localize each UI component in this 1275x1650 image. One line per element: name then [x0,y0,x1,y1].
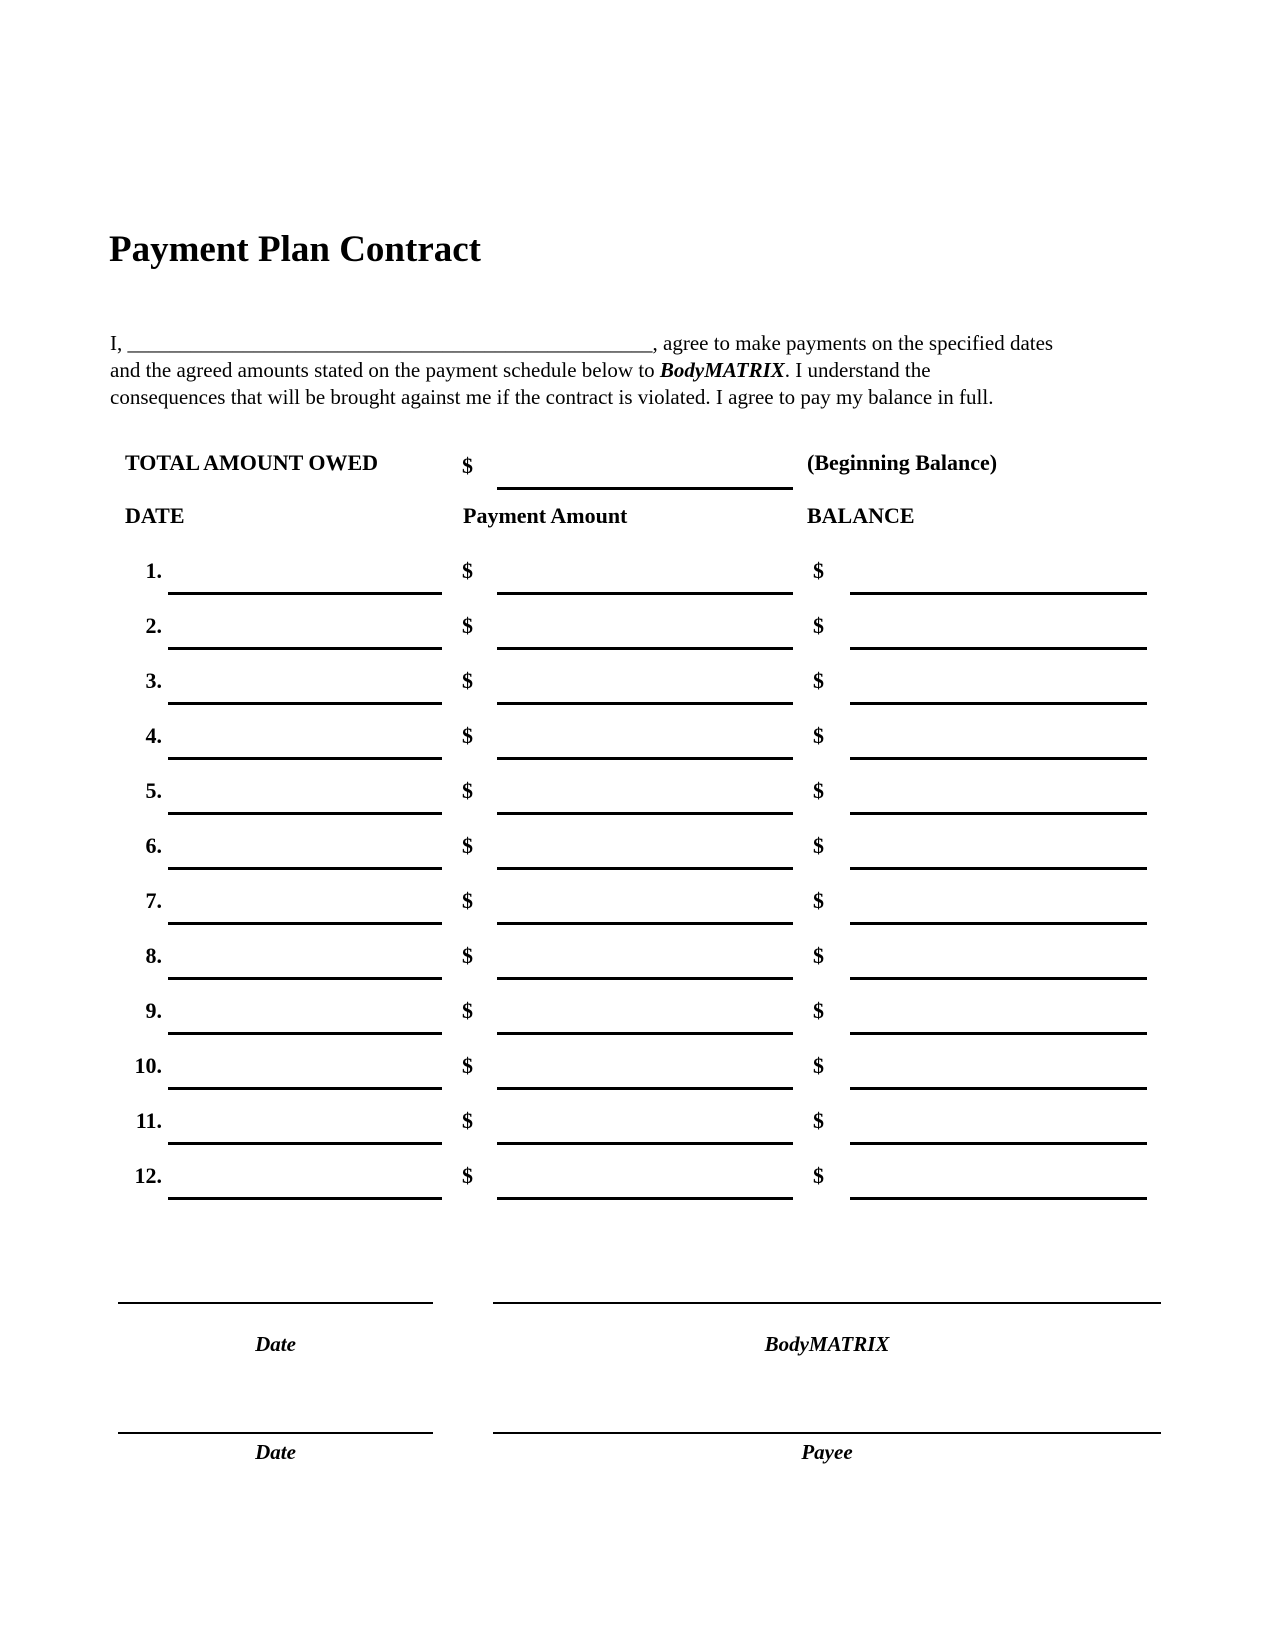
payment-amount-header: Payment Amount [463,503,628,528]
balance-blank [850,592,1147,595]
balance-blank [850,812,1147,815]
payment-blank [497,702,793,705]
payment-blank [497,757,793,760]
payment-blank [497,922,793,925]
balance-blank [850,867,1147,870]
payment-dollar-sign: $ [462,558,473,583]
balance-dollar-sign: $ [813,833,824,858]
total-owed-label: TOTAL AMOUNT OWED [125,450,379,475]
intro-line2-suffix: . I understand the [784,358,931,382]
date-blank [168,702,442,705]
row-number: 9. [145,998,162,1023]
date-blank [168,592,442,595]
date-blank [168,1032,442,1035]
payment-dollar-sign: $ [462,1163,473,1188]
row-number: 10. [134,1053,162,1078]
row-number: 4. [145,723,162,748]
payment-dollar-sign: $ [462,668,473,693]
balance-dollar-sign: $ [813,943,824,968]
payment-blank [497,1142,793,1145]
payer-name-blank: __________________________________________________ [127,331,653,355]
balance-dollar-sign: $ [813,1163,824,1188]
balance-dollar-sign: $ [813,723,824,748]
bodymatrix-signature-label: BodyMATRIX [764,1332,890,1356]
date-blank [168,757,442,760]
row-number: 3. [145,668,162,693]
payment-dollar-sign: $ [462,833,473,858]
total-dollar-sign: $ [462,453,473,478]
balance-blank [850,757,1147,760]
date-blank [168,1197,442,1200]
beginning-balance-note: (Beginning Balance) [807,450,998,475]
payment-blank [497,1032,793,1035]
date-signature-label-2: Date [255,1440,296,1464]
payment-blank [497,647,793,650]
balance-dollar-sign: $ [813,778,824,803]
intro-line-3: consequences that will be brought against me if the contract is violated. I agree to pay my balance in full. [110,385,994,409]
balance-dollar-sign: $ [813,613,824,638]
payment-dollar-sign: $ [462,723,473,748]
balance-dollar-sign: $ [813,998,824,1023]
balance-blank [850,702,1147,705]
balance-dollar-sign: $ [813,1108,824,1133]
payment-dollar-sign: $ [462,943,473,968]
balance-blank [850,1197,1147,1200]
intro-line-1 [110,330,1053,357]
balance-blank [850,1032,1147,1035]
intro-line1-prefix: I, [110,331,128,355]
payee-signature-line [493,1432,1161,1434]
row-number: 1. [145,558,162,583]
intro-line-2 [110,357,1053,384]
payment-dollar-sign: $ [462,888,473,913]
payee-signature-label: Payee [801,1440,853,1464]
row-number: 12. [134,1163,162,1188]
balance-dollar-sign: $ [813,668,824,693]
balance-blank [850,977,1147,980]
payment-dollar-sign: $ [462,1053,473,1078]
payment-blank [497,977,793,980]
balance-blank [850,1087,1147,1090]
payment-dollar-sign: $ [462,613,473,638]
date-header: DATE [125,503,185,528]
payment-blank [497,592,793,595]
payment-blank [497,867,793,870]
row-number: 6. [145,833,162,858]
page-title: Payment Plan Contract [109,229,481,270]
date-signature-line-1 [118,1302,433,1304]
date-blank [168,867,442,870]
row-number: 2. [145,613,162,638]
balance-header: BALANCE [807,503,915,528]
date-blank [168,922,442,925]
balance-dollar-sign: $ [813,558,824,583]
payment-blank [497,1197,793,1200]
balance-blank [850,647,1147,650]
payment-blank [497,1087,793,1090]
payment-dollar-sign: $ [462,1108,473,1133]
date-blank [168,977,442,980]
intro-line2-prefix: and the agreed amounts stated on the payment schedule below to [110,358,660,382]
total-amount-blank [497,487,793,490]
balance-dollar-sign: $ [813,888,824,913]
date-signature-label-1: Date [255,1332,296,1356]
date-blank [168,647,442,650]
payment-dollar-sign: $ [462,998,473,1023]
payment-dollar-sign: $ [462,778,473,803]
row-number: 7. [145,888,162,913]
balance-blank [850,922,1147,925]
row-number: 5. [145,778,162,803]
intro-paragraph [110,330,1053,411]
balance-blank [850,1142,1147,1145]
date-blank [168,1142,442,1145]
payment-blank [497,812,793,815]
intro-line1-suffix: , agree to make payments on the specified dates [652,331,1054,355]
row-number: 11. [135,1108,162,1133]
date-blank [168,812,442,815]
bodymatrix-signature-line [493,1302,1161,1304]
date-blank [168,1087,442,1090]
row-number: 8. [145,943,162,968]
date-signature-line-2 [118,1432,433,1434]
brand-name: BodyMATRIX [659,358,785,382]
balance-dollar-sign: $ [813,1053,824,1078]
